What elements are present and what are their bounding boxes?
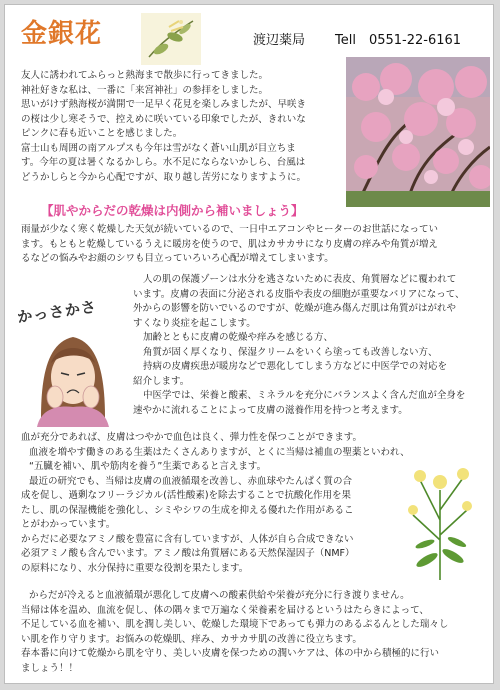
body-line: 不足している血を補い、肌を潤し美しい、乾燥した環境下であっても弾力のあるぷるんとした瑞々し [21,619,449,630]
dry-skin-woman-illustration [27,323,119,427]
body-line: 春本番に向けて乾燥から肌を守り、美しい皮膚を保つための潤いケアは、体の中から積極的に行い [21,648,440,659]
intro-line: 神社好きな私は、一番に「来宮神社」の参拝をしました。 [21,84,269,96]
section-heading: 【肌やからだの乾燥は内側から補いましょう】 [41,203,304,218]
body-line: ます。もともと乾燥しているうえに暖房を使うので、肌はカサカサになり皮膚の痒みや角質が増え [21,238,438,250]
body-line: “五臓を補い、肌や筋肉を養う”生薬であると言えます。 [29,461,267,472]
newsletter-logo-title: 金銀花 [21,19,103,49]
body-line: 加齢とともに皮膚の乾燥や痒みを感じる方、 [143,332,334,343]
body-beside-illustration [133,273,465,418]
phone-number: Tell 0551-22-6161 [335,33,462,48]
intro-line: 思いがけず熱海桜が満開で一足早く花見を楽しみましたが、早咲き [21,99,307,110]
body-line: 最近の研究でも、当帰は皮膚の血液循環を改善し、赤血球やたんぱく質の合 [29,475,353,487]
intro-line: どうかしらと今から心配ですが、取り越し苦労になりますように。 [21,171,307,183]
kassakasa-lettering: かっさかさ [16,297,98,327]
intro-paragraph [21,69,306,185]
body-bottom-paragraph [21,589,448,676]
intro-line: す。今年の夏は暑くなるかしら。水不足にならないかしら、台風は [21,157,306,168]
body-line: 外からの影響を防いでいるのですが、乾燥が進み傷んだ肌は角質がはがれや [133,303,457,314]
body-line: 持病の皮膚疾患が暖房などで悪化してしまう方などに中医学での対応を [143,361,448,372]
body-line: るなどの悩みやお顔のシワも目立っていろいろ心配が増えてしまいます。 [21,253,334,264]
body-line: とがわかっています。 [21,519,116,530]
body-line: 血液を増やす働きのある生薬はたくさんありますが、とくに当帰は補血の聖薬といわれ、 [29,446,410,458]
body-line: 必須アミノ酸も含んでいます。アミノ酸は角質層にある天然保湿因子（NMF） [21,548,355,559]
body-line: 雨量が少なく寒く乾燥した天気が続いているので、一日中エアコンやヒーターのお世話になってい [21,224,438,235]
pharmacy-name: 渡辺薬局 [253,33,306,48]
body-middle-paragraph [21,431,410,576]
body-line: 速やかに流れることによって皮膚の滋養作用を持つと考えます。 [133,404,408,416]
body-line: 当帰は体を温め、血流を促し、体の隅々まで万遍なく栄養素を届けるというはたらきによって、 [21,604,429,616]
intro-line: 富士山も周囲の南アルプスも今年は雪がなく蒼い山肌が目立ちま [21,142,296,154]
angelica-plant-illustration [405,460,475,580]
intro-line: の桜は少し寒そうで、控えめに咲いている印象でしたが、きれいな [21,113,306,125]
body-line: います。皮膚の表面に分泌される皮脂や表皮の細胞が重要なバリアになって、 [133,288,465,300]
body-line: い肌を作り守ります。お悩みの乾燥肌、痒み、カサカサ肌の改善に役立ちます。 [21,633,362,645]
body-line: の原料になり、水分保持に重要な役割を果たします。 [21,562,249,574]
body-line: 血が充分であれば、皮膚はつやかで血色は良く、弾力性を保つことができます。 [21,432,363,443]
body-line: たし、肌の保湿機能を強化し、シミやシワの生成を抑える優れた作用があるこ [21,504,354,516]
body-line: からだに必要なアミノ酸を豊富に含有していますが、人体が自ら合成できない [21,533,354,545]
body-line: 成を促し、過剰なフリーラジカル(活性酸素)を除去することで抗酸化作用を果 [21,490,352,501]
body-line: からだが冷えると血液循環が悪化して皮膚への酸素供給や栄養が充分に行き渡りません。 [29,590,410,601]
body-line: すくなり炎症を起こします。 [133,317,256,329]
newsletter-page [4,4,494,684]
honeysuckle-icon [141,13,201,65]
cherry-blossom-photo [346,57,490,207]
body-line: 紹介します。 [133,375,190,387]
intro-line: ピンクに春も近いことを感じました。 [21,128,183,139]
body-line: 角質が固く厚くなり、保湿クリームをいくら塗っても改善しない方、 [143,346,438,358]
body-line: 中医学では、栄養と酸素、ミネラルを充分にバランスよく含んだ血が全身を [143,390,466,401]
body-line: ましょう！！ [21,662,79,674]
body-top-paragraph [21,223,438,267]
intro-line: 友人に誘われてふらっと熱海まで散歩に行ってきました。 [21,70,269,81]
body-line: 人の肌の保護ゾーンは水分を逃さないために表皮、角質層などに覆われて [143,274,457,285]
